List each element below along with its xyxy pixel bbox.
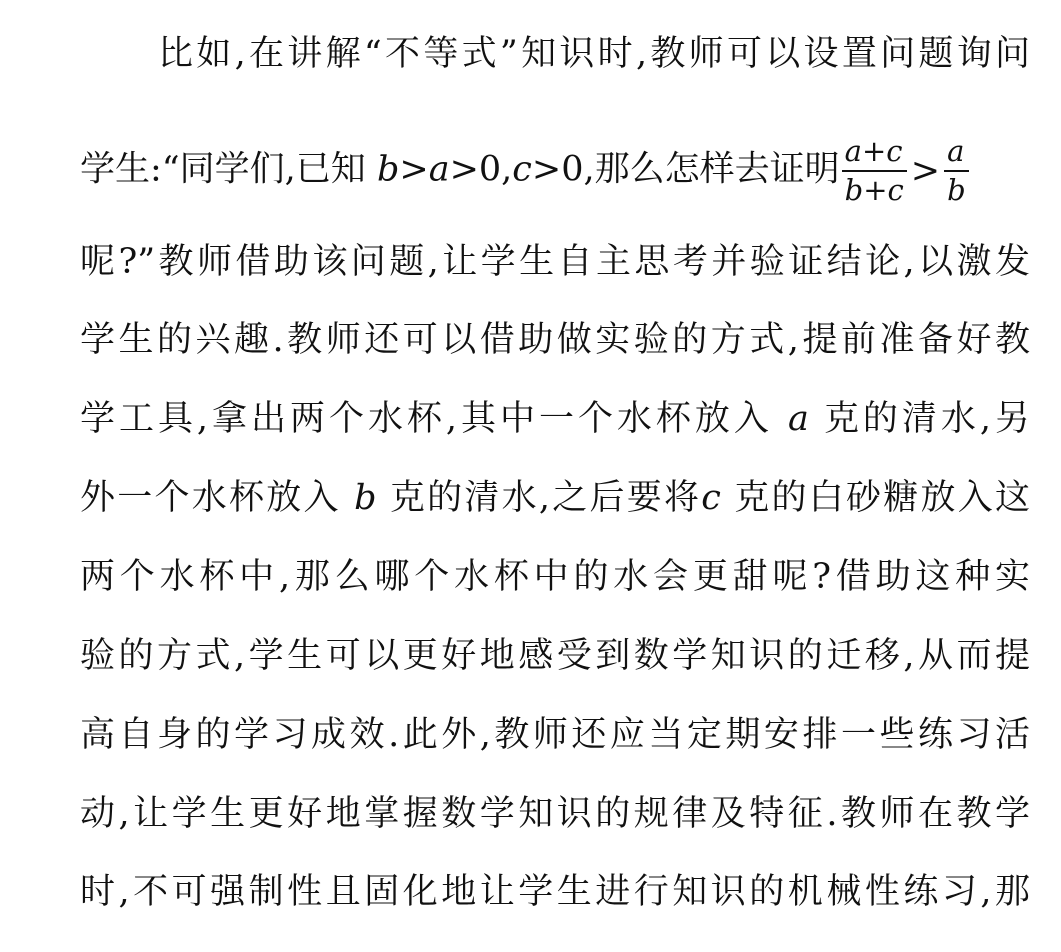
var-b: b <box>376 149 400 190</box>
line6-text-c: 克的白砂糖放入这 <box>734 478 1030 518</box>
den-plus: + <box>863 173 888 207</box>
den-var-b: b <box>844 173 864 207</box>
text-line-5 <box>80 397 1030 441</box>
line5-var-a: a <box>787 399 809 439</box>
text-line-11: 时,不可强制性且固化地让学生进行知识的机械性练习,那 <box>80 872 1030 912</box>
line6-text-a: 外一个水杯放入 <box>80 478 341 518</box>
fraction-a-plus-c-over-b-plus-c <box>842 134 907 207</box>
fraction2-numerator: a <box>944 137 969 172</box>
line5-text-a: 学工具,拿出两个水杯,其中一个水杯放入 <box>80 399 773 439</box>
text-line-3: 呢?”教师借助该问题,让学生自主思考并验证结论,以激发 <box>80 242 1030 282</box>
var-a: a <box>428 149 450 190</box>
fraction-numerator <box>842 134 907 172</box>
text-line-10: 动,让学生更好地掌握数学知识的规律及特征.教师在教学 <box>80 794 1030 834</box>
fraction-gt-sign: > <box>910 151 941 191</box>
line5-text-b: 克的清水,另 <box>823 399 1030 439</box>
gt-sign: > <box>399 149 429 190</box>
text-line-9: 高自身的学习成效.此外,教师还应当定期安排一些练习活 <box>80 715 1030 755</box>
text-line-8: 验的方式,学生可以更好地感受到数学知识的迁移,从而提 <box>80 636 1030 676</box>
gt-zero-text: >0, <box>449 149 513 190</box>
num-plus: + <box>861 134 887 168</box>
den-var-c: c <box>887 173 904 207</box>
text-line-6 <box>80 476 1030 520</box>
var-c: c <box>512 149 532 190</box>
fraction-a-over-b <box>944 134 969 207</box>
text-line-1: 比如,在讲解“不等式”知识时,教师可以设置问题询问 <box>158 34 1030 74</box>
line2-text-prefix: 学生:“同学们,已知 <box>80 149 366 190</box>
text-line-2 <box>80 134 1030 207</box>
line6-var-c: c <box>701 478 721 518</box>
num-var-c: c <box>886 134 903 168</box>
fraction-denominator <box>842 172 907 205</box>
text-line-4: 学生的兴趣.教师还可以借助做实验的方式,提前准备好教 <box>80 320 1030 360</box>
line6-var-b: b <box>354 478 377 518</box>
num-var-a: a <box>844 134 862 168</box>
text-line-7: 两个水杯中,那么哪个水杯中的水会更甜呢?借助这种实 <box>80 557 1030 597</box>
line2-text-suffix: >0,那么怎样去证明 <box>531 149 840 190</box>
line6-text-b: 克的清水,之后要将 <box>389 478 702 518</box>
fraction2-denominator: b <box>947 173 966 207</box>
